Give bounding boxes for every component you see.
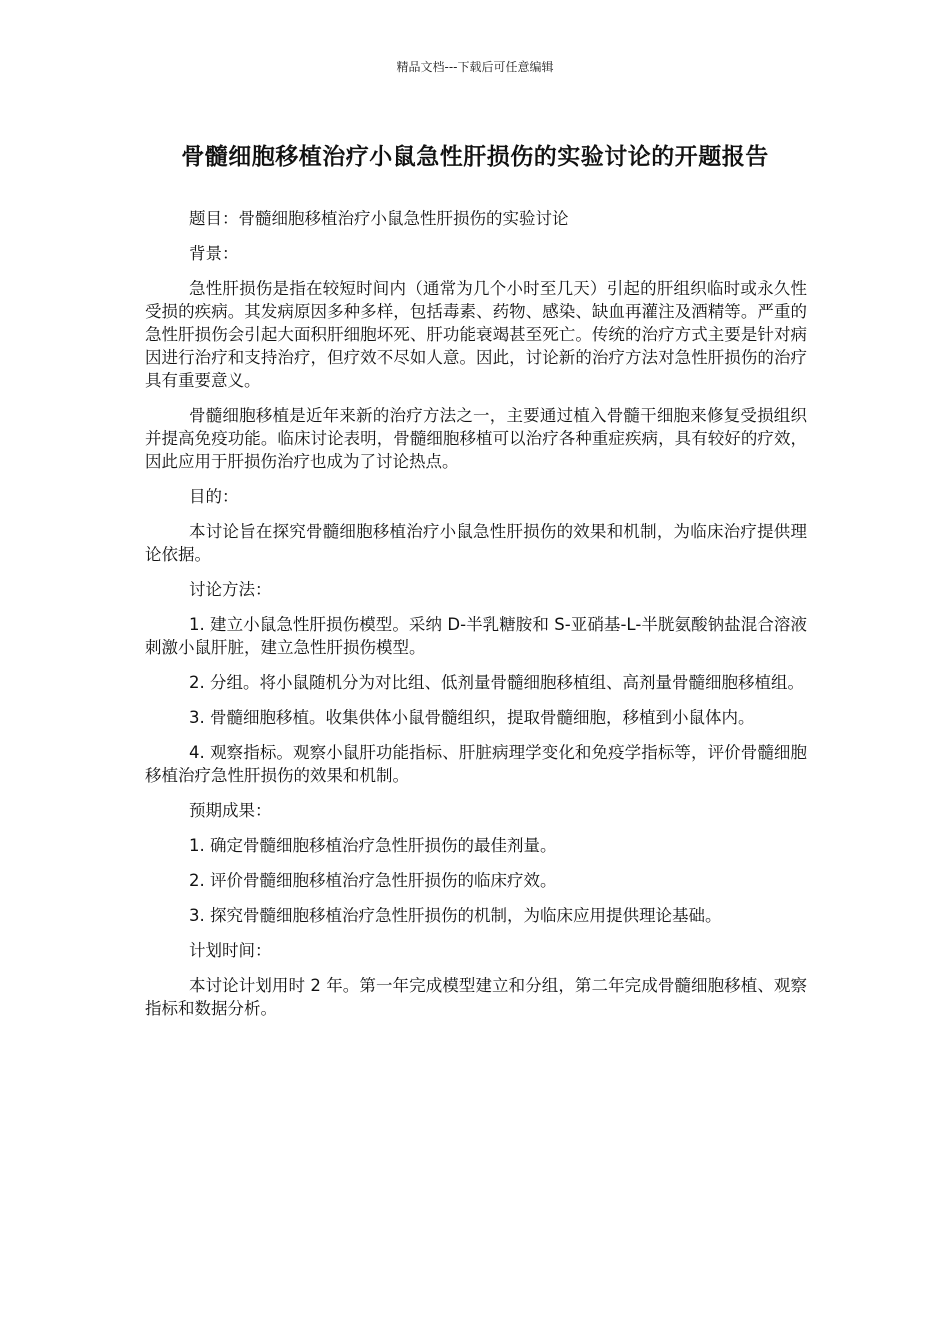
methods-heading: 讨论方法： [189, 580, 272, 599]
method-item: 4. 观察指标。观察小鼠肝功能指标、肝脏病理学变化和免疫学指标等，评价骨髓细胞移植治疗急性肝损伤的效果和机制。 [145, 743, 807, 785]
schedule-heading: 计划时间： [189, 941, 272, 960]
background-paragraph: 急性肝损伤是指在较短时间内（通常为几个小时至几天）引起的肝组织临时或永久性受损的疾病。其发病原因多种多样，包括毒素、药物、感染、缺血再灌注及酒精等。严重的急性肝损伤会引起大面积肝细胞坏死、肝功能衰竭甚至死亡。传统的治疗方式主要是针对病因进行治疗和支持治疗，但疗效不尽如人意。因此，讨论新的治疗方法对急性肝损伤的治疗具有重要意义。 [145, 279, 807, 390]
method-item: 3. 骨髓细胞移植。收集供体小鼠骨髓组织，提取骨髓细胞，移植到小鼠体内。 [189, 708, 755, 727]
schedule-paragraph: 本讨论计划用时 2 年。第一年完成模型建立和分组，第二年完成骨髓细胞移植、观察指标和数据分析。 [145, 976, 807, 1018]
document-title: 骨髓细胞移植治疗小鼠急性肝损伤的实验讨论的开题报告 [181, 144, 769, 170]
background-paragraph: 骨髓细胞移植是近年来新的治疗方法之一，主要通过植入骨髓干细胞来修复受损组织并提高免疫功能。临床讨论表明，骨髓细胞移植可以治疗各种重症疾病，具有较好的疗效，因此应用于肝损伤治疗也成为了讨论热点。 [145, 406, 807, 471]
purpose-paragraph: 本讨论旨在探究骨髓细胞移植治疗小鼠急性肝损伤的效果和机制，为临床治疗提供理论依据。 [145, 522, 807, 564]
outcome-item: 1. 确定骨髓细胞移植治疗急性肝损伤的最佳剂量。 [189, 836, 557, 855]
background-heading: 背景： [189, 244, 239, 263]
header-note: 精品文档---下载后可任意编辑 [396, 60, 554, 74]
topic-paragraph: 题目：骨髓细胞移植治疗小鼠急性肝损伤的实验讨论 [189, 209, 569, 228]
document-body [145, 207, 807, 1032]
method-item: 2. 分组。将小鼠随机分为对比组、低剂量骨髓细胞移植组、高剂量骨髓细胞移植组。 [189, 673, 804, 692]
outcome-item: 3. 探究骨髓细胞移植治疗急性肝损伤的机制，为临床应用提供理论基础。 [189, 906, 722, 925]
method-item: 1. 建立小鼠急性肝损伤模型。采纳 D-半乳糖胺和 S-亚硝基-L-半胱氨酸钠盐混合溶液刺激小鼠肝脏，建立急性肝损伤模型。 [145, 615, 807, 657]
outcome-item: 2. 评价骨髓细胞移植治疗急性肝损伤的临床疗效。 [189, 871, 557, 890]
purpose-heading: 目的： [189, 487, 239, 506]
outcomes-heading: 预期成果： [189, 801, 272, 820]
